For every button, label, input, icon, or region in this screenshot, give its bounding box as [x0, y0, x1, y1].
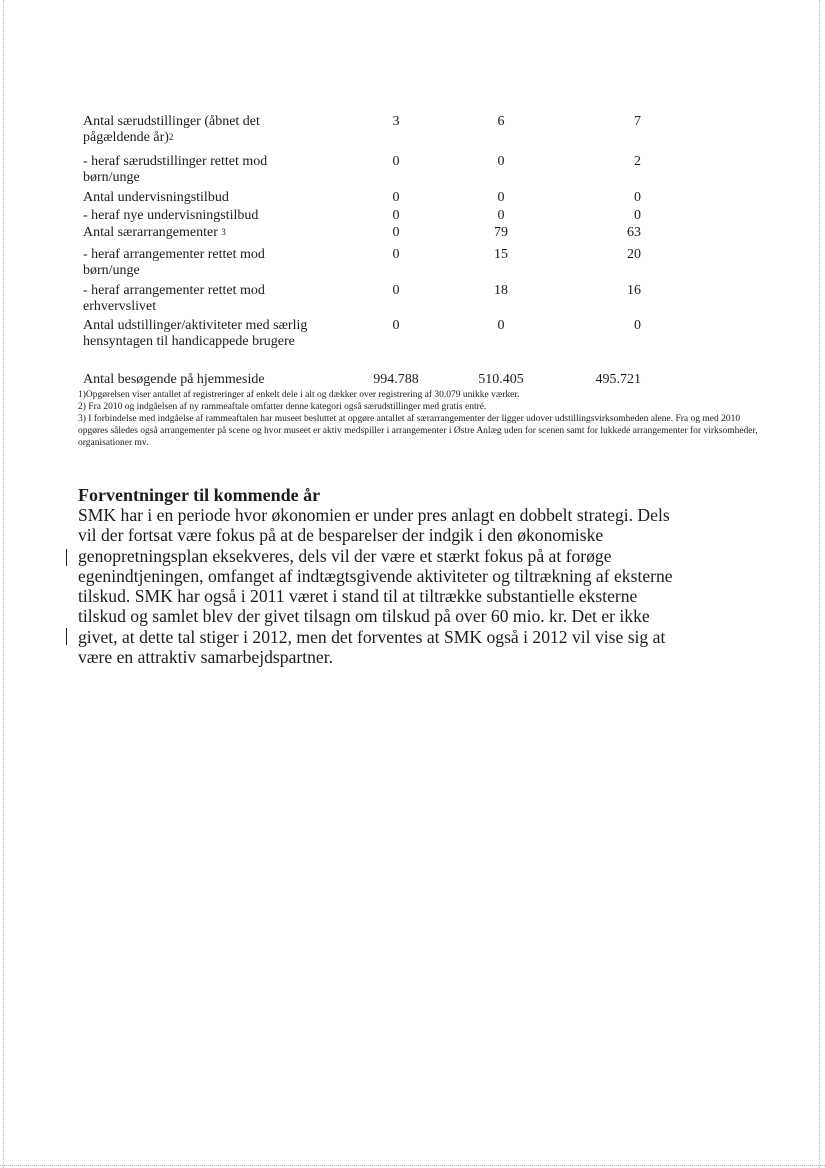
table-footnotes [78, 389, 758, 449]
row-label [83, 190, 318, 206]
table-row [83, 190, 643, 208]
value-col-3: 16 [627, 283, 641, 298]
table-row [83, 372, 643, 390]
row-label [83, 283, 318, 315]
body-line: tilskud og samlet blev der givet tilsagn om tilskud på over 60 mio. kr. Det er ikke [78, 606, 650, 627]
row-label-text: Antal udstillinger/aktiviteter med særlig hensyntagen til handicappede brugere [83, 318, 308, 349]
row-label [83, 114, 318, 146]
value-col-1: 0 [392, 225, 400, 240]
table-row [83, 283, 643, 318]
value-col-3: 0 [634, 208, 641, 223]
footnote-1: 1)Opgørelsen viser antallet af registreringer af enkelt dele i alt og dækker over registrering af 30.079 unikke værker. [78, 390, 520, 400]
row-label-text: - heraf arrangementer rettet mod børn/unge [83, 247, 265, 278]
row-label-text: Antal særarrangementer [83, 225, 222, 240]
value-col-1: 994.788 [373, 372, 419, 387]
row-label-text: - heraf arrangementer rettet mod erhvervslivet [83, 283, 265, 314]
value-col-2: 0 [497, 154, 505, 169]
value-col-3: 63 [627, 225, 641, 240]
table-row [83, 225, 643, 247]
value-col-1: 0 [392, 247, 400, 262]
row-label-text: Antal besøgende på hjemmeside [83, 372, 265, 387]
body-line: tilskud. SMK har også i 2011 været i stand til at tiltrække substantielle eksterne [78, 586, 638, 607]
row-label [83, 225, 318, 241]
page-edge-bottom [0, 1165, 825, 1166]
value-col-1: 0 [392, 154, 400, 169]
body-line: SMK har i en periode hvor økonomien er under pres anlagt en dobbelt strategi. Dels [78, 505, 670, 525]
row-label-text: Antal undervisningstilbud [83, 190, 229, 205]
row-label-text: Antal særudstillinger (åbnet det pågældende år) [83, 114, 260, 145]
row-label [83, 208, 318, 224]
section-heading: Forventninger til kommende år [78, 485, 321, 505]
footnote-3: 3) I forbindelse med indgåelse af rammeaftalen har museet besluttet at opgøre antallet af særarrangementer der ligger udover udstillingsvirksomheden alene. Fra og med 2010 opgøres således også arrangementer på scene og hvor museet er aktiv medspiller i arrangementer i Østre Anlæg uden for scenen samt for lukkede arrangementer for virksomheder, organisationer mv. [78, 414, 758, 448]
revision-bar [66, 549, 67, 566]
value-col-1: 0 [392, 318, 400, 333]
row-label [83, 372, 343, 388]
statistics-table [83, 114, 643, 390]
body-line: givet, at dette tal stiger i 2012, men det forventes at SMK også i 2012 vil vise sig at [78, 626, 666, 647]
page-edge-right [819, 0, 820, 1168]
value-col-3: 2 [634, 154, 641, 169]
value-col-1: 0 [392, 283, 400, 298]
value-col-2: 18 [494, 283, 508, 298]
row-label [83, 154, 318, 186]
table-row [83, 318, 643, 372]
row-label-text: - heraf særudstillinger rettet mod børn/unge [83, 154, 268, 185]
value-col-2: 0 [497, 190, 505, 205]
table-row [83, 247, 643, 283]
row-label [83, 318, 318, 350]
body-line: være en attraktiv samarbejdspartner. [78, 647, 334, 668]
value-col-3: 0 [634, 190, 641, 205]
value-col-1: 0 [392, 190, 400, 205]
value-col-2: 79 [494, 225, 508, 240]
revision-bar [66, 628, 67, 645]
footnote-marker: 2 [168, 132, 174, 142]
value-col-1: 0 [392, 208, 400, 223]
value-col-3: 7 [634, 114, 641, 129]
table-row [83, 208, 643, 225]
value-col-3: 20 [627, 247, 641, 262]
footnote-2: 2) Fra 2010 og indgåelsen af ny rammeaftale omfatter denne kategori også særudstillinger med gratis entré. [78, 402, 487, 412]
section-body [78, 505, 758, 667]
value-col-1: 3 [392, 114, 400, 129]
body-line: vil der fortsat være fokus på at de besparelser der indgik i den økonomiske [78, 525, 604, 546]
value-col-2: 0 [497, 208, 505, 223]
value-col-2: 510.405 [478, 372, 524, 387]
value-col-3: 0 [634, 318, 641, 333]
row-label-text: - heraf nye undervisningstilbud [83, 208, 259, 223]
value-col-2: 6 [497, 114, 505, 129]
row-label [83, 247, 318, 279]
page-edge-left [3, 0, 4, 1168]
table-row [83, 154, 643, 190]
footnote-marker: 3 [221, 227, 226, 237]
table-row [83, 114, 643, 154]
value-col-2: 15 [494, 247, 508, 262]
body-line: egenindtjeningen, omfanget af indtægtsgivende aktiviteter og tiltrækning af eksterne [78, 565, 673, 586]
body-line: genopretningsplan eksekveres, dels vil der være et stærkt fokus på at forøge [78, 545, 612, 566]
value-col-2: 0 [497, 318, 505, 333]
value-col-3: 495.721 [595, 372, 641, 387]
